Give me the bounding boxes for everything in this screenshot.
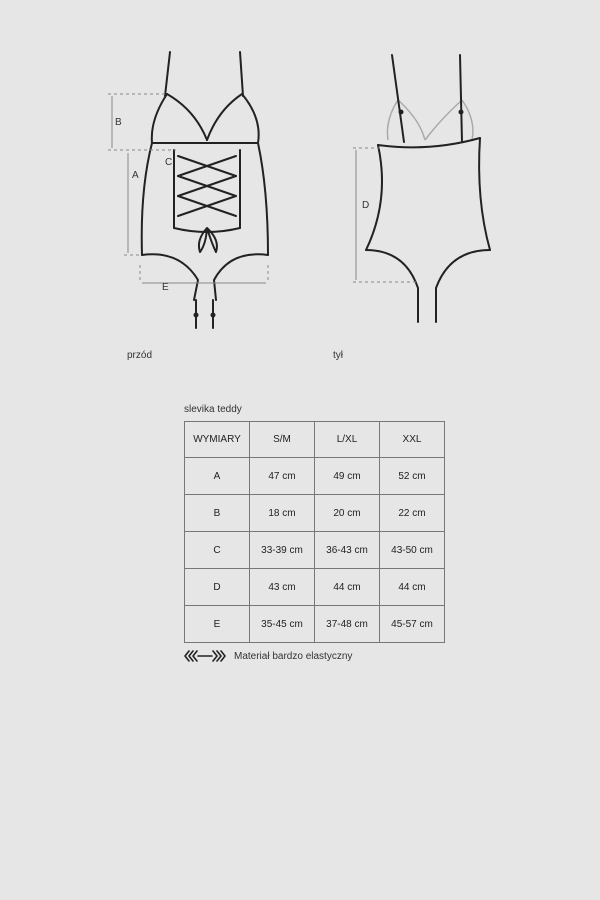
table-cell: 47 cm (250, 458, 315, 495)
dim-label-e: E (162, 282, 169, 293)
table-cell: 45-57 cm (380, 606, 445, 643)
elastic-note-text: Materiał bardzo elastyczny (234, 650, 353, 662)
front-caption: przód (127, 350, 153, 361)
table-cell: 49 cm (315, 458, 380, 495)
table-cell: 52 cm (380, 458, 445, 495)
table-cell: 35-45 cm (250, 606, 315, 643)
table-cell: 43 cm (250, 569, 315, 606)
table-row (185, 532, 445, 569)
table-cell: 44 cm (380, 569, 445, 606)
table-cell: C (185, 532, 250, 569)
header-cell: L/XL (315, 422, 380, 458)
table-cell: B (185, 495, 250, 532)
table-header-row (185, 422, 445, 458)
header-cell: XXL (380, 422, 445, 458)
dim-label-b: B (115, 117, 122, 128)
table-title: slevika teddy (184, 404, 242, 415)
dim-label-c: C (165, 157, 173, 168)
header-cell: S/M (250, 422, 315, 458)
size-table (184, 421, 445, 643)
table-cell: 44 cm (315, 569, 380, 606)
header-cell: WYMIARY (185, 422, 250, 458)
table-row (185, 458, 445, 495)
front-sketch (100, 45, 290, 335)
table-cell: A (185, 458, 250, 495)
table-cell: 36-43 cm (315, 532, 380, 569)
table-cell: 37-48 cm (315, 606, 380, 643)
table-row (185, 495, 445, 532)
table-cell: D (185, 569, 250, 606)
stretch-arrows-icon (184, 650, 226, 662)
table-row (185, 606, 445, 643)
back-sketch (345, 45, 505, 335)
elastic-note (184, 650, 352, 662)
dim-label-d: D (362, 200, 370, 211)
table-cell: 18 cm (250, 495, 315, 532)
table-cell: 33-39 cm (250, 532, 315, 569)
back-caption: tył (333, 350, 343, 361)
table-row (185, 569, 445, 606)
dim-label-a: A (132, 170, 139, 181)
table-cell: 43-50 cm (380, 532, 445, 569)
table-cell: E (185, 606, 250, 643)
table-cell: 20 cm (315, 495, 380, 532)
table-cell: 22 cm (380, 495, 445, 532)
